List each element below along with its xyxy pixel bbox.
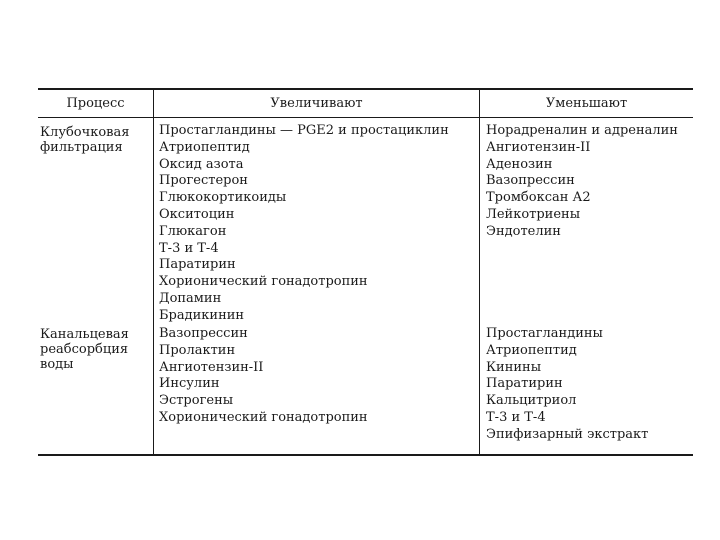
list-item: Инсулин: [159, 376, 220, 392]
list-item: Глюкагон: [159, 223, 227, 239]
list-item: Ангиотензин-II: [486, 139, 591, 155]
list-item: Допамин: [159, 290, 222, 306]
table-header-rule: [38, 117, 693, 118]
list-item: Простагландины: [486, 326, 603, 341]
table-top-rule: [38, 88, 693, 90]
list-item: Прогестерон: [159, 173, 248, 189]
list-item: Простагландины — PGE2 и простациклин: [159, 123, 449, 138]
list-item: Атриопептид: [486, 342, 577, 358]
table-bottom-rule: [38, 454, 693, 456]
header-process: Процесс: [66, 96, 125, 111]
list-item: Пролактин: [159, 342, 236, 358]
list-item: Т-3 и Т-4: [159, 240, 219, 256]
list-item: Эндотелин: [486, 223, 561, 239]
list-item: Лейкотриены: [486, 206, 581, 222]
list-item: Эстрогены: [159, 393, 234, 409]
process-tubular-reabsorption: Канальцевая реабсорбция воды: [40, 327, 129, 372]
list-item: Паратирин: [159, 257, 236, 273]
header-decrease: Уменьшают: [545, 96, 628, 111]
list-item: Тромбоксан А2: [486, 190, 591, 206]
list-item: Т-3 и Т-4: [486, 409, 546, 425]
list-item: Окситоцин: [159, 206, 235, 222]
column-divider-1: [153, 88, 154, 456]
list-item: Оксид азота: [159, 156, 244, 172]
column-divider-2: [479, 88, 480, 456]
list-item: Норадреналин и адреналин: [486, 123, 678, 138]
list-item: Вазопрессин: [159, 326, 248, 341]
list-item: Ангиотензин-II: [159, 359, 264, 375]
increase-list-filtration: [159, 123, 449, 325]
process-glomerular-filtration: Клубочковая фильтрация: [40, 125, 130, 155]
decrease-list-filtration: [486, 123, 678, 241]
decrease-list-reabsorption: [486, 326, 648, 444]
increase-list-reabsorption: [159, 326, 368, 427]
list-item: Вазопрессин: [486, 173, 575, 189]
list-item: Хорионический гонадотропин: [159, 409, 368, 425]
list-item: Кинины: [486, 359, 542, 375]
list-item: Эпифизарный экстракт: [486, 426, 649, 442]
list-item: Хорионический гонадотропин: [159, 274, 368, 290]
header-increase: Увеличивают: [270, 96, 363, 111]
list-item: Кальцитриол: [486, 393, 577, 409]
list-item: Глюкокортикоиды: [159, 190, 287, 206]
list-item: Аденозин: [486, 156, 553, 172]
list-item: Паратирин: [486, 376, 563, 392]
list-item: Атриопептид: [159, 139, 250, 155]
list-item: Брадикинин: [159, 307, 245, 323]
